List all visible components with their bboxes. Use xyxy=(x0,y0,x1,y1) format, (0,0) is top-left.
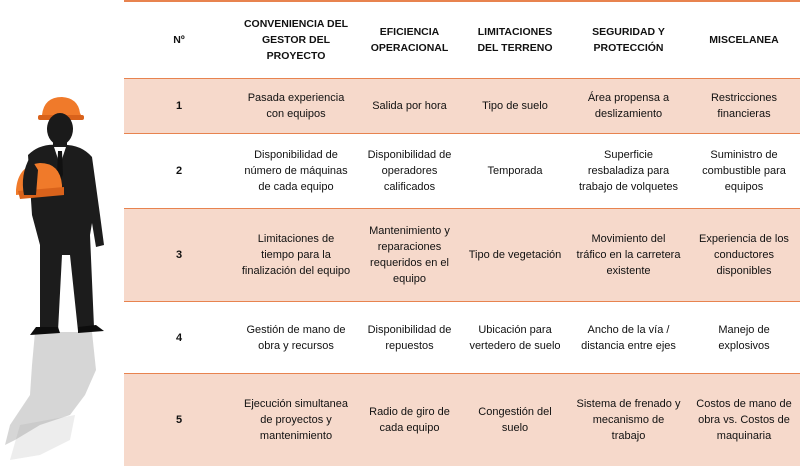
table-cell: Superficie resbaladiza para trabajo de volquetes xyxy=(569,134,688,209)
table-cell: Experiencia de los conductores disponibles xyxy=(688,209,800,302)
engineer-illustration xyxy=(0,95,125,469)
row-number: 1 xyxy=(124,79,234,134)
table-cell: Disponibilidad de número de máquinas de cada equipo xyxy=(234,134,358,209)
header-row xyxy=(124,1,800,79)
table-cell: Temporada xyxy=(461,134,569,209)
table-cell: Ubicación para vertedero de suelo xyxy=(461,302,569,374)
table-cell: Ejecución simultanea de proyectos y mantenimiento xyxy=(234,374,358,466)
table-cell: Suministro de combustible para equipos xyxy=(688,134,800,209)
table-cell: Sistema de frenado y mecanismo de trabajo xyxy=(569,374,688,466)
criteria-table-container xyxy=(124,0,800,469)
header-number: Nº xyxy=(124,1,234,79)
table-cell: Congestión del suelo xyxy=(461,374,569,466)
table-cell: Disponibilidad de operadores calificados xyxy=(358,134,461,209)
row-number: 4 xyxy=(124,302,234,374)
header-miscellaneous: MISCELANEA xyxy=(688,1,800,79)
table-cell: Ancho de la vía / distancia entre ejes xyxy=(569,302,688,374)
table-cell: Salida por hora xyxy=(358,79,461,134)
table-cell: Disponibilidad de repuestos xyxy=(358,302,461,374)
header-safety-protection: SEGURIDAD Y PROTECCIÓN xyxy=(569,1,688,79)
table-cell: Limitaciones de tiempo para la finalización del equipo xyxy=(234,209,358,302)
engineer-with-helmet-icon xyxy=(0,95,125,469)
table-cell: Movimiento del tráfico en la carretera existente xyxy=(569,209,688,302)
table-cell: Área propensa a deslizamiento xyxy=(569,79,688,134)
header-manager-convenience: CONVENIENCIA DEL GESTOR DEL PROYECTO xyxy=(234,1,358,79)
table-row xyxy=(124,134,800,209)
table-row xyxy=(124,302,800,374)
table-row xyxy=(124,374,800,466)
table-cell: Restricciones financieras xyxy=(688,79,800,134)
table-cell: Manejo de explosivos xyxy=(688,302,800,374)
header-operational-efficiency: EFICIENCIA OPERACIONAL xyxy=(358,1,461,79)
table-cell: Radio de giro de cada equipo xyxy=(358,374,461,466)
header-terrain-limitations: LIMITACIONES DEL TERRENO xyxy=(461,1,569,79)
table-cell: Mantenimiento y reparaciones requeridos en el equipo xyxy=(358,209,461,302)
table-row xyxy=(124,79,800,134)
table-cell: Tipo de suelo xyxy=(461,79,569,134)
table-cell: Gestión de mano de obra y recursos xyxy=(234,302,358,374)
criteria-table xyxy=(124,0,800,466)
table-row xyxy=(124,209,800,302)
row-number: 5 xyxy=(124,374,234,466)
table-cell: Costos de mano de obra vs. Costos de maquinaria xyxy=(688,374,800,466)
row-number: 2 xyxy=(124,134,234,209)
table-cell: Pasada experiencia con equipos xyxy=(234,79,358,134)
row-number: 3 xyxy=(124,209,234,302)
table-cell: Tipo de vegetación xyxy=(461,209,569,302)
